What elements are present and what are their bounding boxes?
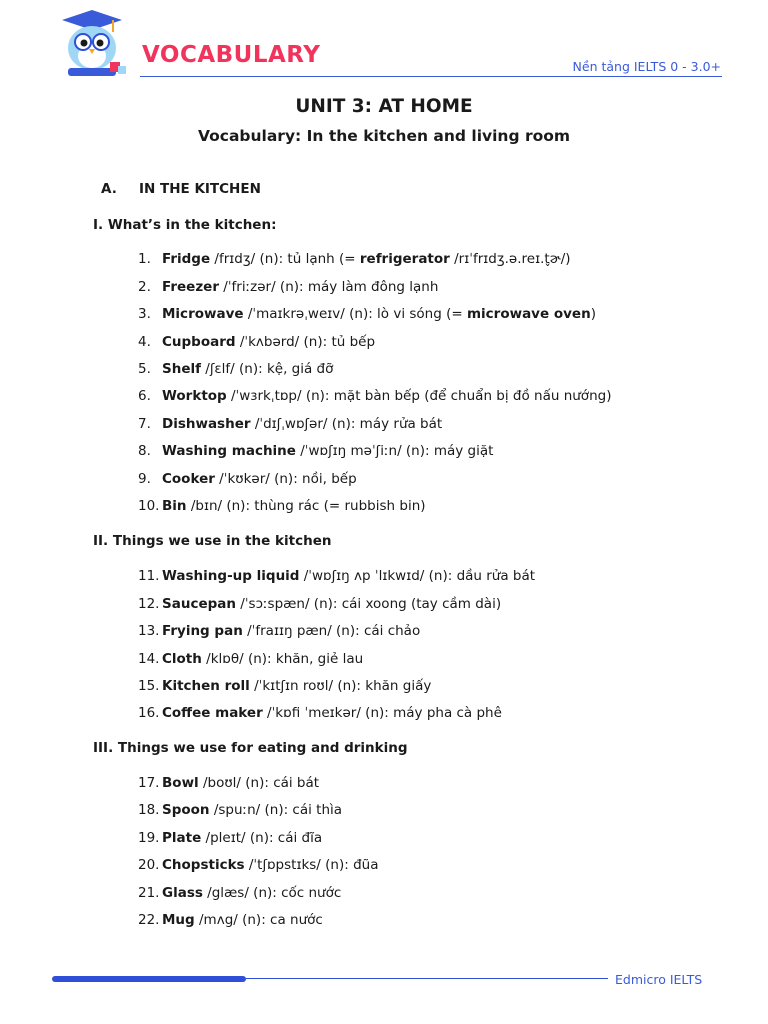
item-word: Mug <box>162 912 195 928</box>
item-word: Worktop <box>162 388 227 404</box>
item-definition: /ˈkʌbərd/ (n): tủ bếp <box>235 334 376 350</box>
item-definition: /ˈkɒfi ˈmeɪkər/ (n): máy pha cà phê <box>262 705 502 721</box>
list-item <box>138 912 323 928</box>
list-item <box>138 857 378 873</box>
section-label: IN THE KITCHEN <box>139 181 261 197</box>
item-number: 6. <box>138 388 151 404</box>
list-item <box>138 498 426 514</box>
item-definition-end: /rɪˈfrɪdʒ.ə.reɪ.t̬ɚ/) <box>449 251 571 267</box>
list-item <box>138 596 501 612</box>
item-number: 4. <box>138 334 151 350</box>
item-definition: /ˈdɪʃˌwɒʃər/ (n): máy rửa bát <box>250 416 443 432</box>
item-number: 5. <box>138 361 151 377</box>
item-word: Shelf <box>162 361 201 377</box>
item-definition: /ˈfriːzər/ (n): máy làm đông lạnh <box>219 279 439 295</box>
item-number: 18. <box>138 802 160 818</box>
item-number: 12. <box>138 596 160 612</box>
header-divider <box>140 76 722 77</box>
owl-mascot-icon <box>52 8 132 80</box>
item-word: Freezer <box>162 279 219 295</box>
item-word: Washing machine <box>162 443 296 459</box>
item-number: 17. <box>138 775 160 791</box>
item-number: 11. <box>138 568 160 584</box>
item-synonym: refrigerator <box>359 251 450 267</box>
item-word: Coffee maker <box>162 705 263 721</box>
item-number: 9. <box>138 471 151 487</box>
list-item <box>138 678 431 694</box>
page-header <box>0 0 768 90</box>
list-item <box>138 306 596 322</box>
item-number: 21. <box>138 885 160 901</box>
item-word: Frying pan <box>162 623 243 639</box>
item-number: 15. <box>138 678 160 694</box>
item-word: Spoon <box>162 802 210 818</box>
item-word: Fridge <box>162 251 211 267</box>
list-item <box>138 334 375 350</box>
footer-progress-bar <box>52 976 246 982</box>
item-definition: /ʃɛlf/ (n): kệ, giá đỡ <box>201 361 334 377</box>
item-definition: /ˈkʊkər/ (n): nồi, bếp <box>214 471 357 487</box>
item-definition: /ˈsɔːspæn/ (n): cái xoong (tay cầm dài) <box>236 596 502 612</box>
list-item <box>138 251 571 267</box>
item-definition-end: ) <box>590 306 596 322</box>
item-definition: /ˈfraɪɪŋ pæn/ (n): cái chảo <box>242 623 421 639</box>
list-item <box>138 830 322 846</box>
item-number: 14. <box>138 651 160 667</box>
item-number: 3. <box>138 306 151 322</box>
list-item <box>138 568 535 584</box>
subsection-heading: II. Things we use in the kitchen <box>93 533 332 549</box>
item-definition: /glæs/ (n): cốc nước <box>202 885 342 901</box>
item-word: Cloth <box>162 651 202 667</box>
item-definition: /ˈmaɪkrəˌweɪv/ (n): lò vi sóng (= <box>243 306 467 322</box>
list-item <box>138 705 502 721</box>
item-number: 22. <box>138 912 160 928</box>
list-item <box>138 361 333 377</box>
subsection-heading: III. Things we use for eating and drinking <box>93 740 408 756</box>
item-definition: /bɪn/ (n): thùng rác (= rubbish bin) <box>186 498 426 514</box>
tagline: Nền tảng IELTS 0 - 3.0+ <box>572 59 721 74</box>
item-number: 7. <box>138 416 151 432</box>
list-item <box>138 471 357 487</box>
item-word: Washing-up liquid <box>162 568 300 584</box>
section-letter: A. <box>101 181 117 197</box>
list-item <box>138 775 319 791</box>
item-word: Cooker <box>162 471 215 487</box>
item-definition: /frɪdʒ/ (n): tủ lạnh (= <box>210 251 360 267</box>
item-word: Chopsticks <box>162 857 245 873</box>
item-definition: /spuːn/ (n): cái thìa <box>209 802 343 818</box>
list-item <box>138 443 493 459</box>
item-number: 1. <box>138 251 151 267</box>
item-word: Bin <box>162 498 187 514</box>
page-subtitle: Vocabulary: In the kitchen and living room <box>197 127 571 145</box>
list-item <box>138 416 442 432</box>
item-word: Microwave <box>162 306 244 322</box>
item-definition: /pleɪt/ (n): cái đĩa <box>201 830 323 846</box>
page-title: UNIT 3: AT HOME <box>295 96 473 117</box>
item-number: 16. <box>138 705 160 721</box>
item-definition: /ˈtʃɒpstɪks/ (n): đũa <box>244 857 379 873</box>
list-item <box>138 388 611 404</box>
subsection-heading: I. What’s in the kitchen: <box>93 217 277 233</box>
item-word: Dishwasher <box>162 416 251 432</box>
item-word: Bowl <box>162 775 199 791</box>
item-number: 8. <box>138 443 151 459</box>
item-word: Plate <box>162 830 202 846</box>
brand-title: VOCABULARY <box>142 42 321 68</box>
list-item <box>138 885 341 901</box>
item-definition: /ˈwɒʃɪŋ məˈʃiːn/ (n): máy giặt <box>295 443 494 459</box>
item-number: 13. <box>138 623 160 639</box>
list-item <box>138 651 363 667</box>
item-definition: /ˈwɒʃɪŋ ʌp ˈlɪkwɪd/ (n): dầu rửa bát <box>299 568 536 584</box>
item-number: 2. <box>138 279 151 295</box>
section-heading <box>101 181 261 197</box>
list-item <box>138 802 342 818</box>
item-number: 19. <box>138 830 160 846</box>
item-number: 10. <box>138 498 160 514</box>
item-definition: /ˈkɪtʃɪn roʊl/ (n): khăn giấy <box>249 678 432 694</box>
item-definition: /ˈwɜrkˌtɒp/ (n): mặt bàn bếp (để chuẩn bị đồ nấu nướng) <box>226 388 612 404</box>
footer-divider <box>246 978 608 979</box>
item-synonym: microwave oven <box>466 306 591 322</box>
footer-brand: Edmicro IELTS <box>615 972 703 987</box>
item-word: Kitchen roll <box>162 678 250 694</box>
item-definition: /mʌg/ (n): ca nước <box>194 912 323 928</box>
item-definition: /klɒθ/ (n): khăn, giẻ lau <box>201 651 364 667</box>
item-number: 20. <box>138 857 160 873</box>
list-item <box>138 279 438 295</box>
item-word: Saucepan <box>162 596 236 612</box>
list-item <box>138 623 420 639</box>
item-definition: /boʊl/ (n): cái bát <box>198 775 320 791</box>
item-word: Glass <box>162 885 203 901</box>
item-word: Cupboard <box>162 334 236 350</box>
